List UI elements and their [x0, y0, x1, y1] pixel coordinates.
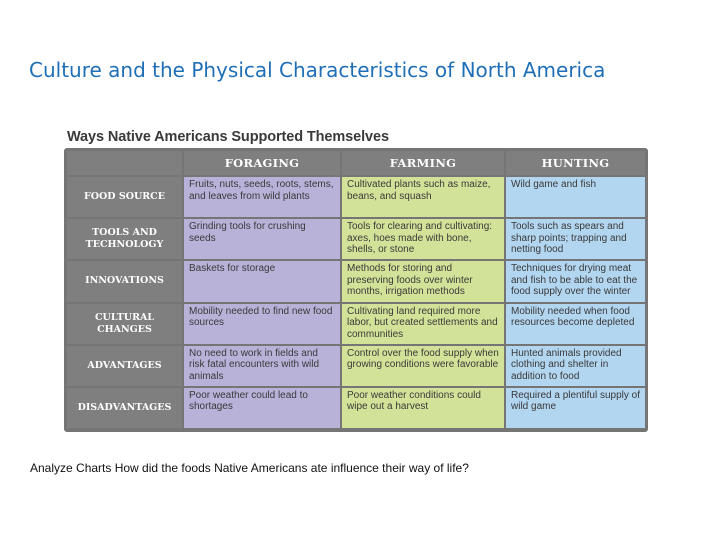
row-header-food-source: FOOD SOURCE: [67, 177, 182, 217]
row-header-cultural-changes: CULTURAL CHANGES: [67, 304, 182, 344]
table-cell: Tools such as spears and sharp points; trapping and netting food: [506, 219, 645, 259]
chart-caption: Analyze Charts How did the foods Native Americans ate influence their way of life?: [30, 461, 469, 475]
table-cell: Mobility needed to find new food sources: [184, 304, 340, 344]
table-cell: Baskets for storage: [184, 261, 340, 301]
table-cell: Grinding tools for crushing seeds: [184, 219, 340, 259]
table-grid: [67, 151, 645, 428]
column-header-hunting: HUNTING: [506, 151, 645, 175]
table-cell: Techniques for drying meat and fish to be able to eat the food supply over the winter: [506, 261, 645, 301]
row-header-tools-and-technology: TOOLS AND TECHNOLOGY: [67, 219, 182, 259]
table-cell: Hunted animals provided clothing and shelter in addition to food: [506, 346, 645, 386]
table-cell: No need to work in fields and risk fatal encounters with wild animals: [184, 346, 340, 386]
slide-title: Culture and the Physical Characteristics of North America: [29, 58, 606, 82]
comparison-table: [64, 148, 648, 432]
table-cell: Cultivating land required more labor, but created settlements and communities: [342, 304, 504, 344]
table-cell: Methods for storing and preserving foods over winter months, irrigation methods: [342, 261, 504, 301]
table-cell: Poor weather conditions could wipe out a harvest: [342, 388, 504, 428]
table-cell: Fruits, nuts, seeds, roots, stems, and leaves from wild plants: [184, 177, 340, 217]
column-header-foraging: FORAGING: [184, 151, 340, 175]
row-header-advantages: ADVANTAGES: [67, 346, 182, 386]
table-cell: Wild game and fish: [506, 177, 645, 217]
table-corner: [67, 151, 182, 175]
table-cell: Required a plentiful supply of wild game: [506, 388, 645, 428]
table-cell: Tools for clearing and cultivating: axes, hoes made with bone, shells, or stone: [342, 219, 504, 259]
table-heading: Ways Native Americans Supported Themselves: [67, 129, 389, 145]
row-header-innovations: INNOVATIONS: [67, 261, 182, 301]
table-cell: Poor weather could lead to shortages: [184, 388, 340, 428]
column-header-farming: FARMING: [342, 151, 504, 175]
row-header-disadvantages: DISADVANTAGES: [67, 388, 182, 428]
table-cell: Cultivated plants such as maize, beans, and squash: [342, 177, 504, 217]
table-cell: Mobility needed when food resources become depleted: [506, 304, 645, 344]
table-cell: Control over the food supply when growing conditions were favorable: [342, 346, 504, 386]
